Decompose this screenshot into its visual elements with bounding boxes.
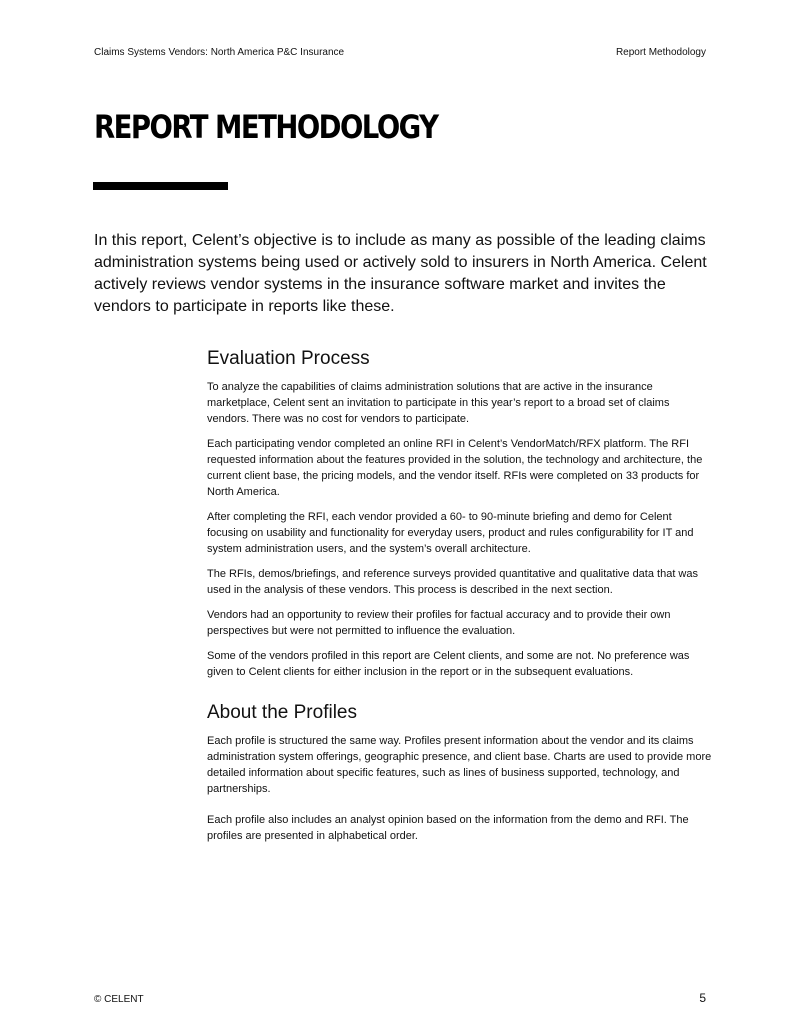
running-header-title: Claims Systems Vendors: North America P&C Insurance — [94, 47, 345, 58]
evaluation-paragraph: Each participating vendor completed an online RFI in Celent’s VendorMatch/RFX platform. The RFI requested information about the features provided in the solution, the technology and architecture, the current client base, the pricing models, and the vendor itself. RFIs were completed on 33 products for North America. — [207, 438, 703, 498]
evaluation-paragraph: After completing the RFI, each vendor provided a 60- to 90-minute briefing and demo for Celent focusing on usability and functionality for everyday users, product and rules configurability for IT and system administration users, and the system’s overall architecture. — [207, 511, 694, 555]
evaluation-paragraph: Some of the vendors profiled in this report are Celent clients, and some are not. No preference was given to Celent clients for either inclusion in the report or in the subsequent evaluations. — [207, 650, 690, 678]
title-underline-rule — [93, 182, 228, 190]
profiles-paragraph: Each profile also includes an analyst opinion based on the information from the demo and RFI. The profiles are presented in alphabetical order. — [207, 814, 689, 842]
main-content — [207, 346, 712, 853]
about-profiles-heading: About the Profiles — [207, 702, 357, 723]
evaluation-paragraph: Vendors had an opportunity to review their profiles for factual accuracy and to provide their own perspectives but were not permitted to influence the evaluation. — [207, 609, 671, 637]
evaluation-paragraph: To analyze the capabilities of claims administration solutions that are active in the insurance marketplace, Celent sent an invitation to participate in this year’s report to a broad set of claims vendors. There was no cost for vendors to participate. — [207, 381, 670, 425]
running-header-section: Report Methodology — [615, 47, 706, 58]
page-title: REPORT METHODOLOGY — [94, 108, 438, 146]
intro-paragraph: In this report, Celent’s objective is to include as many as possible of the leading claims administration systems being used or actively sold to insurers in North America. Celent actively reviews vendor systems in the insurance software market and invites the vendors to participate in reports like these. — [94, 232, 707, 315]
evaluation-paragraph: The RFIs, demos/briefings, and reference surveys provided quantitative and qualitative data that was used in the analysis of these vendors. This process is described in the next section. — [207, 568, 698, 596]
footer-copyright: © CELENT — [94, 994, 144, 1005]
profiles-paragraph: Each profile is structured the same way. Profiles present information about the vendor and its claims administration system offerings, geographic presence, and client base. Charts are used to provide more detailed information about specific features, such as lines of business supported, technology, and partnerships. — [207, 735, 712, 795]
evaluation-process-heading: Evaluation Process — [207, 348, 370, 369]
page-number: 5 — [699, 991, 706, 1005]
